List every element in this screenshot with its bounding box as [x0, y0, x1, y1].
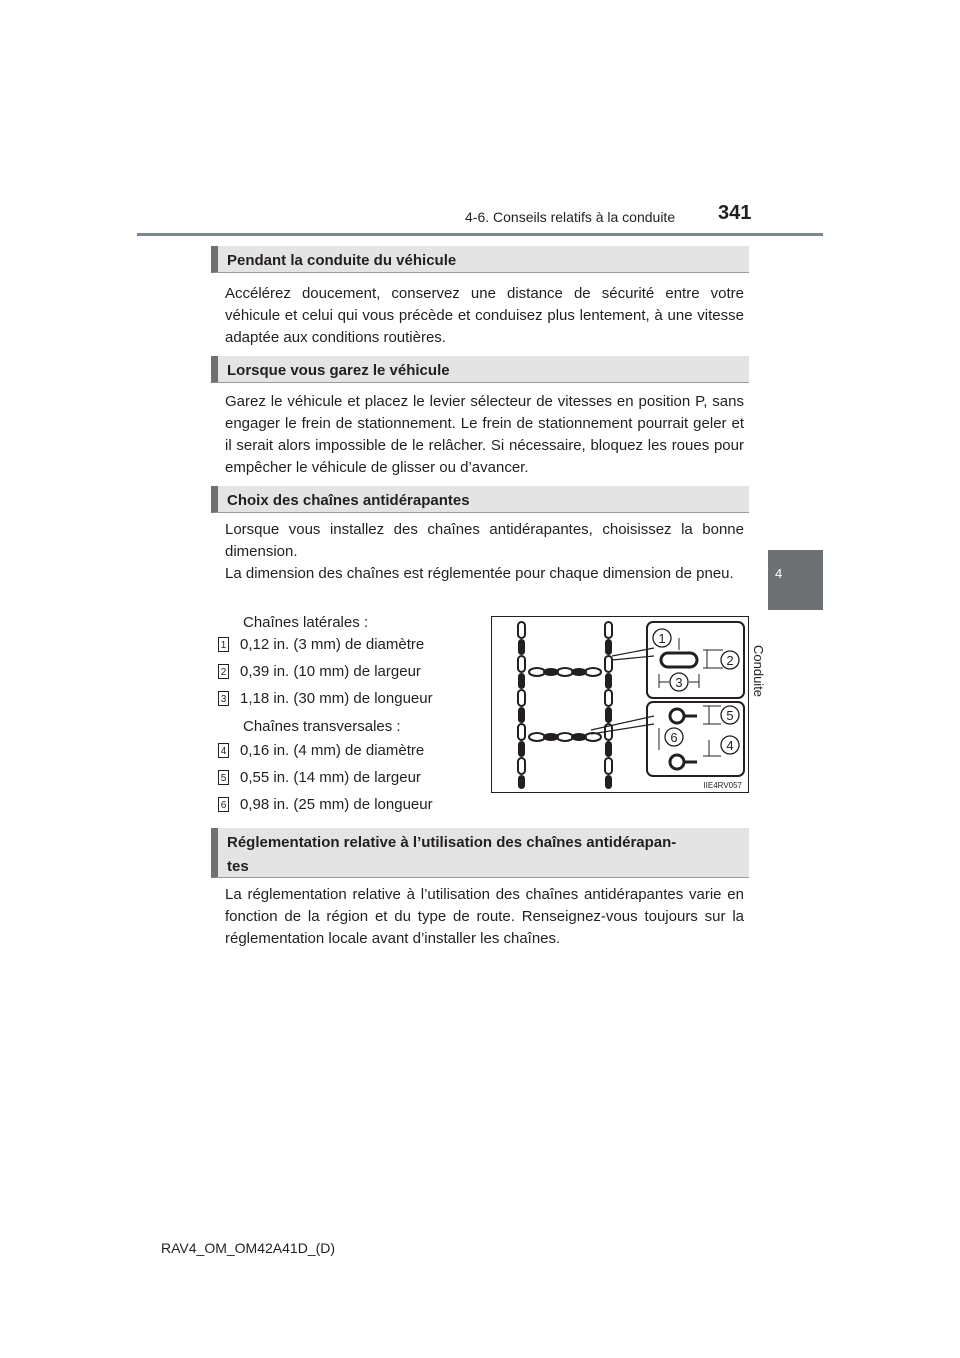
callout-6	[665, 728, 683, 746]
svg-text:5: 5	[726, 708, 734, 723]
svg-text:1: 1	[658, 631, 666, 646]
section-heading-parking: Lorsque vous garez le véhicule	[211, 356, 749, 383]
heading-line-2: tes	[227, 858, 249, 875]
number-badge: 4	[218, 743, 229, 758]
figure-code: IIE4RV057	[703, 781, 742, 790]
spec-text: 1,18 in. (30 mm) de longueur	[240, 690, 433, 707]
chains-intro-line-2: La dimension des chaînes est réglementée pour chaque dimension de pneu.	[225, 565, 734, 582]
number-badge: 2	[218, 664, 229, 679]
spec-item-5	[218, 768, 421, 788]
page-number: 341	[718, 202, 752, 224]
cross-chains-label: Chaînes transversales :	[243, 718, 401, 735]
spec-text: 0,39 in. (10 mm) de largeur	[240, 663, 421, 680]
callout-4	[721, 736, 739, 754]
spec-item-1	[218, 635, 424, 655]
side-chains-label: Chaînes latérales :	[243, 614, 369, 631]
chapter-tab-label: Conduite	[751, 645, 766, 698]
spec-item-4	[218, 741, 424, 761]
svg-text:6: 6	[670, 730, 678, 745]
section-body-regulation: La réglementation relative à l’utilisation des chaînes antidérapantes varie en fonction de la région et du type de route. Renseignez-vous toujours sur la réglementation locale avant d’installer les chaînes.	[225, 886, 744, 947]
svg-text:3: 3	[675, 675, 683, 690]
spec-text: 0,55 in. (14 mm) de largeur	[240, 769, 421, 786]
section-body-parking: Garez le véhicule et placez le levier sélecteur de vitesses en position P, sans engager le frein de stationnement. Le frein de stationnement pourrait geler et il serait alors impossible de le relâcher. Si nécessaire, bloquez les roues pour empêcher le véhicule de glisser ou d’avancer.	[225, 393, 744, 476]
chains-intro-line-1: Lorsque vous installez des chaînes antidérapantes, choisissez la bonne dimension.	[225, 521, 744, 560]
header-rule	[137, 233, 823, 236]
spec-item-2	[218, 662, 421, 682]
number-badge: 1	[218, 637, 229, 652]
spec-text: 0,98 in. (25 mm) de longueur	[240, 796, 433, 813]
spec-text: 0,16 in. (4 mm) de diamètre	[240, 742, 425, 759]
spec-item-6	[218, 795, 433, 815]
header-section-title: 4-6. Conseils relatifs à la conduite	[465, 209, 676, 225]
section-body-driving: Accélérez doucement, conservez une distance de sécurité entre votre véhicule et celui qui vous précède et conduisez plus lentement, à une vitesse adaptée aux conditions routières.	[225, 285, 744, 346]
callout-3	[670, 673, 688, 691]
svg-text:2: 2	[726, 653, 734, 668]
heading-line-1: Réglementation relative à l’utilisation des chaînes antidérapan-	[227, 834, 677, 851]
section-heading-chains: Choix des chaînes antidérapantes	[211, 486, 749, 513]
document-code: RAV4_OM_OM42A41D_(D)	[161, 1240, 336, 1256]
spec-text: 0,12 in. (3 mm) de diamètre	[240, 636, 425, 653]
section-heading-regulation	[211, 828, 749, 878]
number-badge: 3	[218, 691, 229, 706]
section-heading-driving: Pendant la conduite du véhicule	[211, 246, 749, 273]
chapter-tab-number: 4	[775, 566, 783, 581]
svg-text:4: 4	[726, 738, 734, 753]
callout-1	[653, 629, 671, 647]
number-badge: 5	[218, 770, 229, 785]
chain-illustration	[491, 616, 749, 793]
callout-2	[721, 651, 739, 669]
callout-5	[721, 706, 739, 724]
number-badge: 6	[218, 797, 229, 812]
spec-item-3	[218, 689, 433, 709]
